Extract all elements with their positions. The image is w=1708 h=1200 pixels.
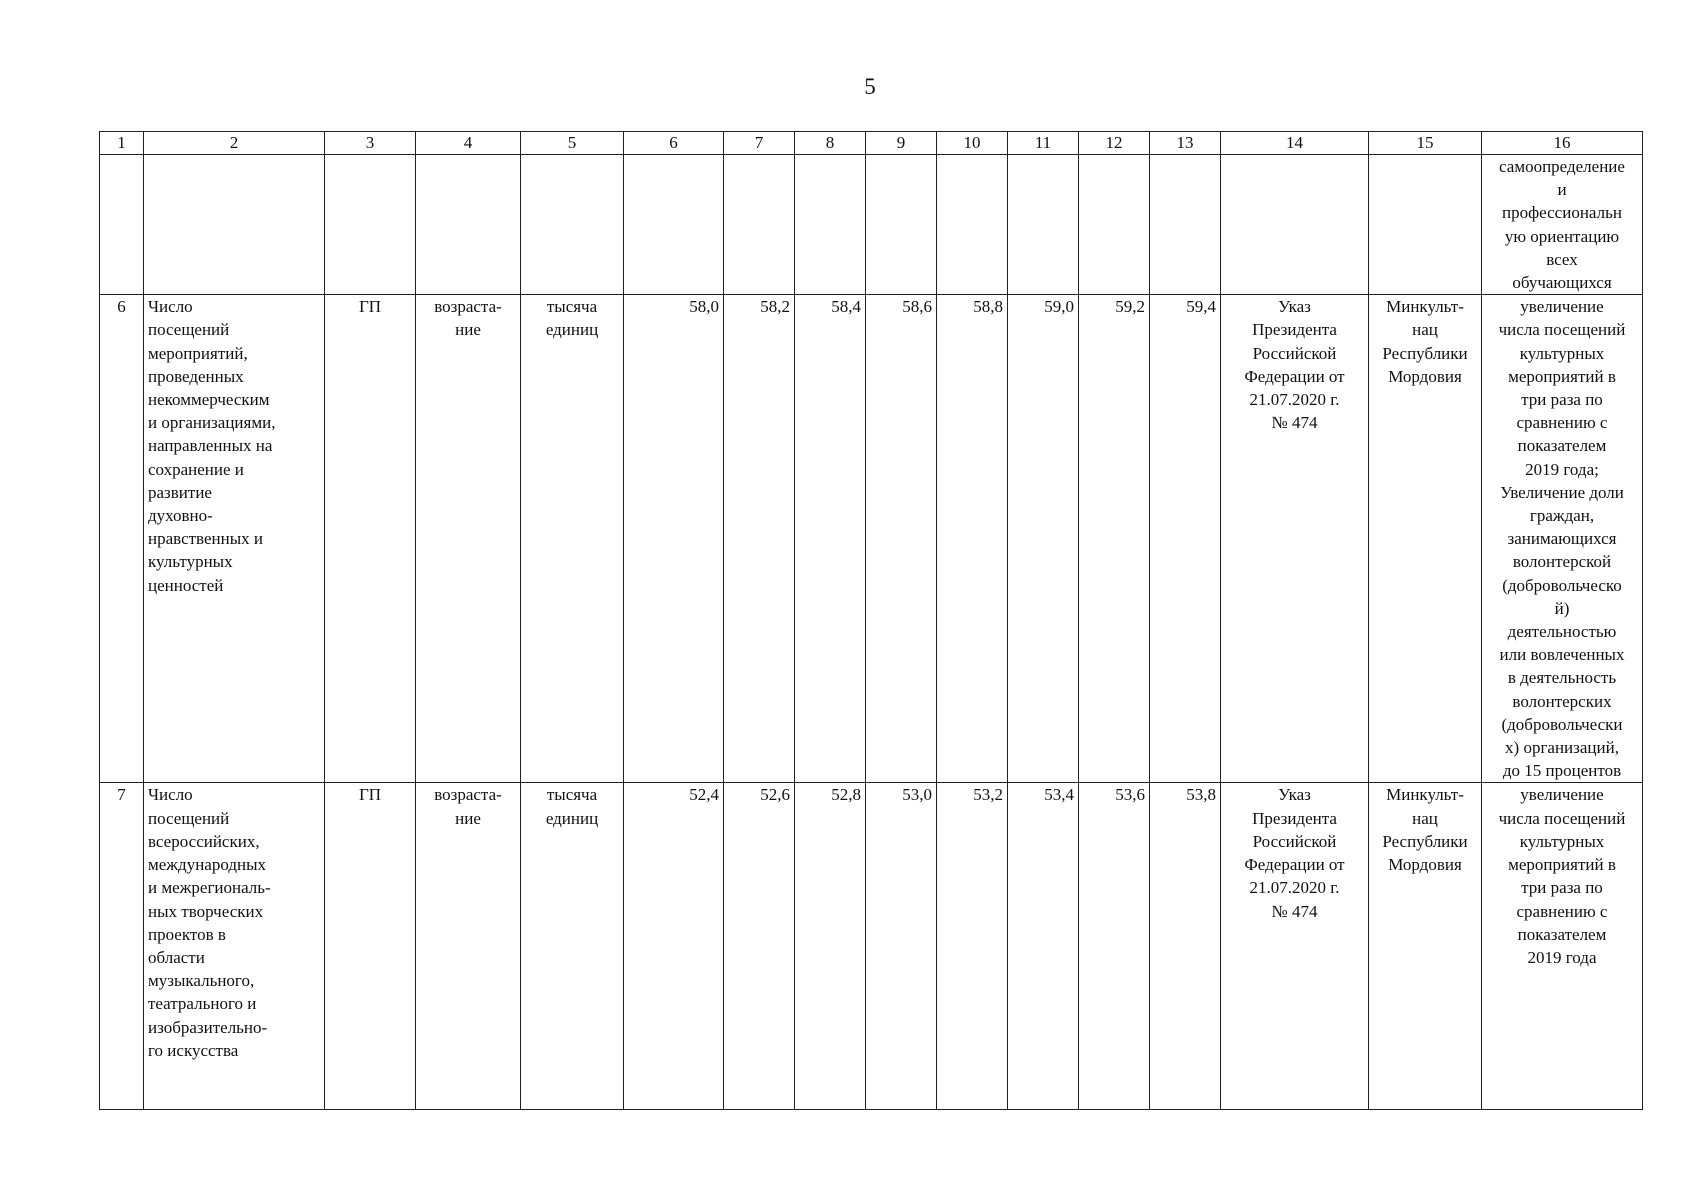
value-cell: 53,6 bbox=[1079, 783, 1150, 1110]
column-header: 16 bbox=[1482, 132, 1643, 155]
value-cell: 59,4 bbox=[1150, 295, 1221, 783]
column-header: 10 bbox=[937, 132, 1008, 155]
column-header: 12 bbox=[1079, 132, 1150, 155]
value-cell: 52,4 bbox=[624, 783, 724, 1110]
trend-cell: возраста- ние bbox=[416, 295, 521, 783]
column-header: 6 bbox=[624, 132, 724, 155]
table-cell bbox=[724, 155, 795, 295]
value-cell: 52,6 bbox=[724, 783, 795, 1110]
value-cell: 53,0 bbox=[866, 783, 937, 1110]
legal-basis-cell: Указ Президента Российской Федерации от 21.07.2020 г. № 474 bbox=[1221, 295, 1369, 783]
value-cell: 52,8 bbox=[795, 783, 866, 1110]
table-cell bbox=[937, 155, 1008, 295]
table-cell bbox=[1221, 155, 1369, 295]
table-cell bbox=[624, 155, 724, 295]
column-header: 5 bbox=[521, 132, 624, 155]
unit-cell: тысяча единиц bbox=[521, 295, 624, 783]
value-cell: 53,2 bbox=[937, 783, 1008, 1110]
page-number: 5 bbox=[864, 74, 876, 99]
legal-basis-cell: Указ Президента Российской Федерации от 21.07.2020 г. № 474 bbox=[1221, 783, 1369, 1110]
column-header: 7 bbox=[724, 132, 795, 155]
value-cell: 58,2 bbox=[724, 295, 795, 783]
table-cell bbox=[795, 155, 866, 295]
value-cell: 58,6 bbox=[866, 295, 937, 783]
responsible-cell: Минкульт- нац Республики Мордовия bbox=[1369, 783, 1482, 1110]
result-cell: увеличение числа посещений культурных мероприятий в три раза по сравнению с показателем 2019 года; Увеличение доли граждан, занимающихся волонтерской (добровольческо й) деятельностью или вовлеченных в деятельность волонтерских (добровольчески х) организаций, до 15 процентов bbox=[1482, 295, 1643, 783]
table-cell bbox=[1079, 155, 1150, 295]
value-cell: 58,8 bbox=[937, 295, 1008, 783]
unit-cell: тысяча единиц bbox=[521, 783, 624, 1110]
table-cell bbox=[100, 155, 144, 295]
column-header: 2 bbox=[144, 132, 325, 155]
result-cell: увеличение числа посещений культурных мероприятий в три раза по сравнению с показателем 2019 года bbox=[1482, 783, 1643, 1110]
indicator-name-cell: Число посещений мероприятий, проведенных некоммерческим и организациями, направленных на сохранение и развитие духовно- нравственных и культурных ценностей bbox=[144, 295, 325, 783]
table-cell bbox=[416, 155, 521, 295]
indicators-table bbox=[99, 131, 1643, 1110]
row-number-cell: 6 bbox=[100, 295, 144, 783]
column-header: 13 bbox=[1150, 132, 1221, 155]
responsible-cell: Минкульт- нац Республики Мордовия bbox=[1369, 295, 1482, 783]
indicator-level-cell: ГП bbox=[325, 783, 416, 1110]
value-cell: 59,2 bbox=[1079, 295, 1150, 783]
value-cell: 58,0 bbox=[624, 295, 724, 783]
value-cell: 58,4 bbox=[795, 295, 866, 783]
trend-cell: возраста- ние bbox=[416, 783, 521, 1110]
column-header: 4 bbox=[416, 132, 521, 155]
table-row bbox=[100, 155, 1643, 295]
table-cell bbox=[1008, 155, 1079, 295]
column-header: 9 bbox=[866, 132, 937, 155]
column-header: 3 bbox=[325, 132, 416, 155]
column-header: 1 bbox=[100, 132, 144, 155]
column-number-row bbox=[100, 132, 1643, 155]
column-header: 11 bbox=[1008, 132, 1079, 155]
table-cell bbox=[1150, 155, 1221, 295]
row-number-cell: 7 bbox=[100, 783, 144, 1110]
indicator-level-cell: ГП bbox=[325, 295, 416, 783]
column-header: 15 bbox=[1369, 132, 1482, 155]
indicator-name-cell: Число посещений всероссийских, международных и межрегиональ- ных творческих проектов в области музыкального, театрального и изобразительно- го искусства bbox=[144, 783, 325, 1110]
table-cell bbox=[325, 155, 416, 295]
table-row bbox=[100, 295, 1643, 783]
column-header: 14 bbox=[1221, 132, 1369, 155]
column-header: 8 bbox=[795, 132, 866, 155]
value-cell: 53,8 bbox=[1150, 783, 1221, 1110]
value-cell: 59,0 bbox=[1008, 295, 1079, 783]
table-cell bbox=[866, 155, 937, 295]
table-row bbox=[100, 783, 1643, 1110]
table-cell bbox=[521, 155, 624, 295]
table-cell bbox=[144, 155, 325, 295]
value-cell: 53,4 bbox=[1008, 783, 1079, 1110]
table-cell bbox=[1369, 155, 1482, 295]
result-cell: самоопределение и профессиональн ую ориентацию всех обучающихся bbox=[1482, 155, 1643, 295]
